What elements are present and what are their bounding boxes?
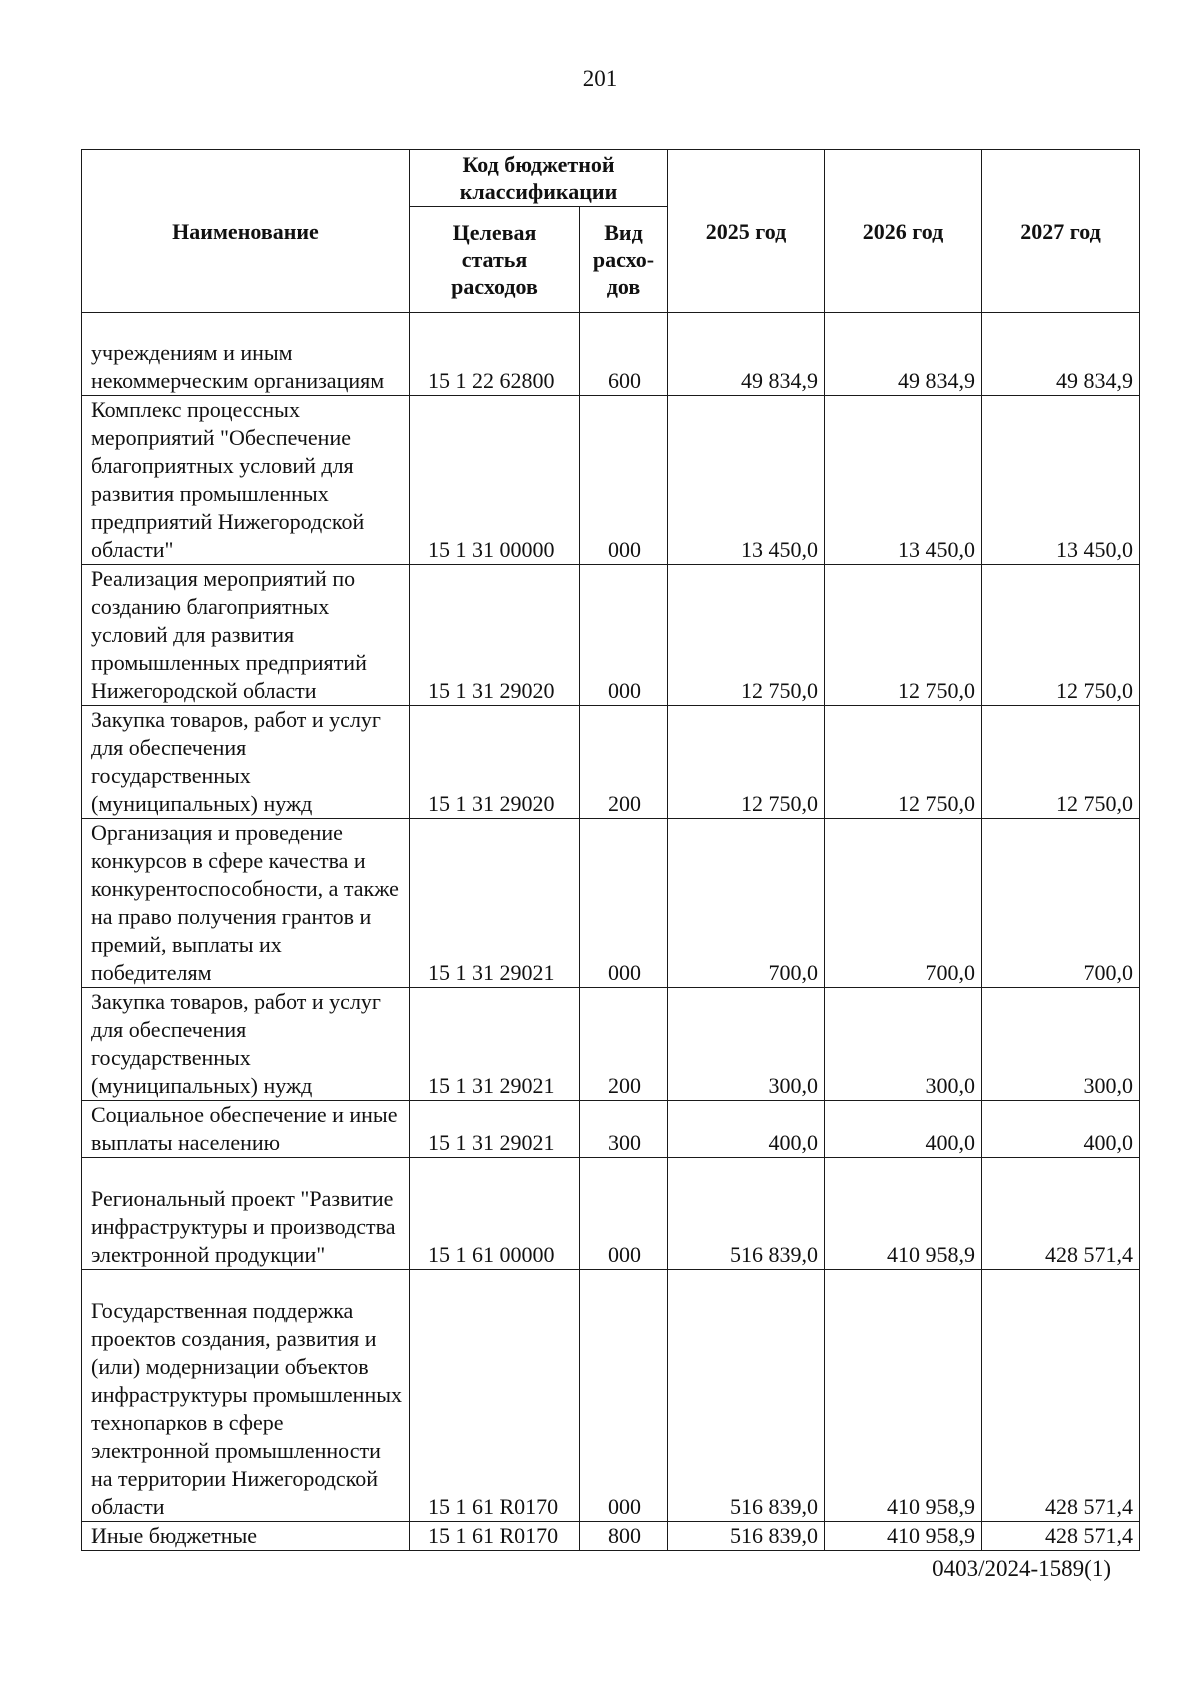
row-value-2026: 13 450,0 (825, 396, 982, 565)
table-row (82, 1158, 1140, 1270)
row-expense-type: 000 (580, 819, 668, 988)
row-value-2027: 300,0 (982, 988, 1140, 1101)
row-value-2027: 13 450,0 (982, 396, 1140, 565)
row-value-2025: 516 839,0 (668, 1158, 825, 1270)
header-name: Наименование (82, 150, 410, 313)
row-value-2025: 300,0 (668, 988, 825, 1101)
row-expense-type: 200 (580, 706, 668, 819)
row-expense-type: 800 (580, 1522, 668, 1551)
row-expense-type: 200 (580, 988, 668, 1101)
budget-table (81, 149, 1140, 1551)
row-value-2027: 400,0 (982, 1101, 1140, 1158)
table-row (82, 1270, 1140, 1522)
row-expense-type: 000 (580, 1270, 668, 1522)
header-target-article: Целевая статья расходов (410, 207, 580, 313)
row-name: Закупка товаров, работ и услуг для обеспечения государственных (муниципальных) нужд (82, 706, 410, 819)
row-expense-type: 000 (580, 1158, 668, 1270)
row-value-2025: 12 750,0 (668, 565, 825, 706)
row-value-2025: 400,0 (668, 1101, 825, 1158)
document-registration-code: 0403/2024-1589(1) (932, 1556, 1111, 1581)
table-row (82, 819, 1140, 988)
row-value-2025: 12 750,0 (668, 706, 825, 819)
row-expense-type: 000 (580, 396, 668, 565)
row-expense-type: 000 (580, 565, 668, 706)
row-value-2026: 410 958,9 (825, 1522, 982, 1551)
row-target-article: 15 1 31 29020 (410, 706, 580, 819)
row-name: Социальное обеспечение и иные выплаты населению (82, 1101, 410, 1158)
header-row-top (82, 150, 1140, 207)
row-name: учреждениям и иным некоммерческим организациям (82, 313, 410, 396)
table-row (82, 565, 1140, 706)
table-row (82, 313, 1140, 396)
row-value-2025: 13 450,0 (668, 396, 825, 565)
row-value-2027: 428 571,4 (982, 1522, 1140, 1551)
row-value-2025: 516 839,0 (668, 1270, 825, 1522)
row-value-2026: 49 834,9 (825, 313, 982, 396)
row-value-2026: 300,0 (825, 988, 982, 1101)
table-row (82, 988, 1140, 1101)
row-name: Комплекс процессных мероприятий "Обеспечение благоприятных условий для развития промышленных предприятий Нижегородской области" (82, 396, 410, 565)
row-target-article: 15 1 31 29021 (410, 988, 580, 1101)
row-expense-type: 300 (580, 1101, 668, 1158)
row-target-article: 15 1 61 R0170 (410, 1522, 580, 1551)
row-target-article: 15 1 31 29021 (410, 1101, 580, 1158)
row-name: Реализация мероприятий по созданию благоприятных условий для развития промышленных предприятий Нижегородской области (82, 565, 410, 706)
row-value-2025: 700,0 (668, 819, 825, 988)
row-value-2025: 49 834,9 (668, 313, 825, 396)
row-target-article: 15 1 61 R0170 (410, 1270, 580, 1522)
row-value-2027: 12 750,0 (982, 565, 1140, 706)
row-value-2027: 428 571,4 (982, 1270, 1140, 1522)
table-row (82, 1522, 1140, 1551)
page-number: 201 (582, 66, 618, 91)
row-value-2027: 12 750,0 (982, 706, 1140, 819)
row-value-2025: 516 839,0 (668, 1522, 825, 1551)
header-expense-type: Вид расхо-дов (580, 207, 668, 313)
table-row (82, 396, 1140, 565)
row-expense-type: 600 (580, 313, 668, 396)
row-value-2026: 12 750,0 (825, 565, 982, 706)
header-year-2025: 2025 год (668, 150, 825, 313)
row-name: Закупка товаров, работ и услуг для обеспечения государственных (муниципальных) нужд (82, 988, 410, 1101)
row-value-2026: 400,0 (825, 1101, 982, 1158)
row-name: Организация и проведение конкурсов в сфере качества и конкурентоспособности, а также на право получения грантов и премий, выплаты их победителям (82, 819, 410, 988)
row-value-2027: 700,0 (982, 819, 1140, 988)
header-code-group: Код бюджетной классификации (410, 150, 668, 207)
row-target-article: 15 1 31 29021 (410, 819, 580, 988)
row-value-2026: 410 958,9 (825, 1270, 982, 1522)
header-year-2027: 2027 год (982, 150, 1140, 313)
row-value-2027: 428 571,4 (982, 1158, 1140, 1270)
table-row (82, 1101, 1140, 1158)
row-target-article: 15 1 31 00000 (410, 396, 580, 565)
row-name: Иные бюджетные (82, 1522, 410, 1551)
row-target-article: 15 1 61 00000 (410, 1158, 580, 1270)
table-row (82, 706, 1140, 819)
row-value-2027: 49 834,9 (982, 313, 1140, 396)
row-value-2026: 700,0 (825, 819, 982, 988)
header-year-2026: 2026 год (825, 150, 982, 313)
row-value-2026: 410 958,9 (825, 1158, 982, 1270)
row-name: Государственная поддержка проектов создания, развития и (или) модернизации объектов инфраструктуры промышленных технопарков в сфере электронной промышленности на территории Нижегородской области (82, 1270, 410, 1522)
row-target-article: 15 1 31 29020 (410, 565, 580, 706)
row-value-2026: 12 750,0 (825, 706, 982, 819)
row-target-article: 15 1 22 62800 (410, 313, 580, 396)
row-name: Региональный проект "Развитие инфраструктуры и производства электронной продукции" (82, 1158, 410, 1270)
